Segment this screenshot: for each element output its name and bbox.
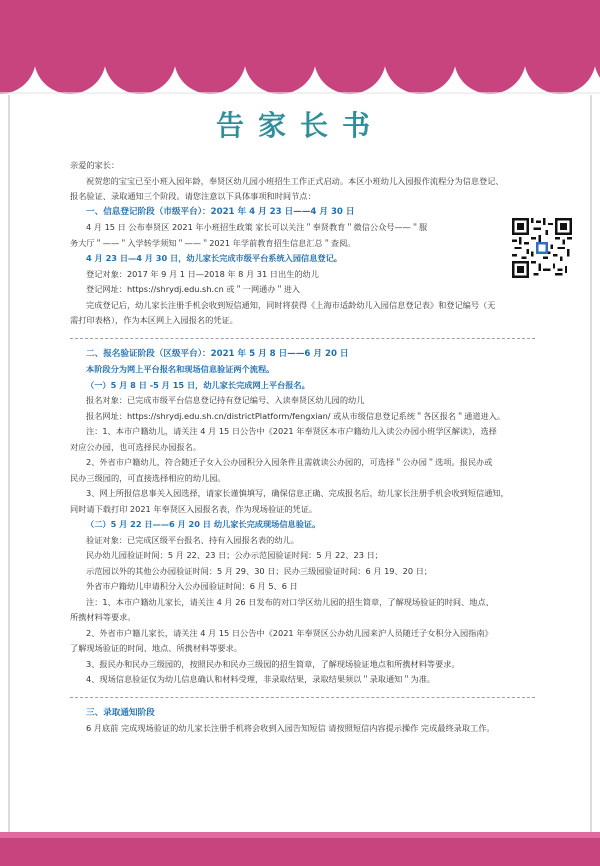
section-2-heading: 二、报名验证阶段（区级平台）：2021 年 5 月 8 日——6 月 20 日 xyxy=(86,348,349,359)
section-divider xyxy=(70,338,535,339)
section-2-line: 3、报民办和民办三级园的，按照民办和民办三级园的招生简章，了解现场验证地点和所携材料等要求。 xyxy=(86,658,460,669)
section-1-highlight: 4 月 23 日—4 月 30 日，幼儿家长完成市级平台系统入园信息登记。 xyxy=(86,253,342,263)
section-2-line: 外省市户籍幼儿申请积分入公办园验证时间：6 月 5、6 日 xyxy=(86,581,298,591)
section-2-line: 民办幼儿园验证时间：5 月 22、23 日；公办示范园验证时间：5 月 22、23 日； xyxy=(86,550,383,560)
section-2-line: 同时请下载打印 2021 年奉贤区入园报名表，作为现场验证的凭证。 xyxy=(70,503,318,514)
section-1-heading: 一、信息登记阶段（市级平台）：2021 年 4 月 23 日——4 月 30 日 xyxy=(86,206,355,217)
section-1-line: 登记对象：2017 年 9 月 1 日—2018 年 8 月 31 日出生的幼儿 xyxy=(86,268,319,279)
section-2-line: 民办三级园的，可直接选择相应的幼儿园。 xyxy=(70,472,226,483)
section-2-part-1-heading: （一）5 月 8 日 -5 月 15 日，幼儿家长完成网上平台报名。 xyxy=(86,379,310,390)
section-2-line: 了解现场验证的时间、地点、所携材料等要求。 xyxy=(70,643,242,653)
section-1-line: 务大厅＂——＂入学转学须知＂——＂2021 年学前教育招生信息汇总＂查阅。 xyxy=(70,237,356,248)
top-scalloped-banner xyxy=(0,0,600,100)
section-2-line: 注：1、本市户籍幼儿，请关注 4 月 15 日公告中《2021 年奉贤区本市户籍幼儿入读公办园小班学区解读》，选择 xyxy=(86,426,497,436)
section-2-line: 所携材料等要求。 xyxy=(70,612,136,622)
section-2-line: 4、现场信息验证仅为幼儿信息确认和材料受理，非录取结果，录取结果须以＂录取通知＂为准。 xyxy=(86,674,436,684)
intro-line: 报名验证、录取通知三个阶段。请您注意以下具体事项和时间节点： xyxy=(70,191,316,201)
section-2-line: 注：1、本市户籍幼儿家长，请关注 4 月 26 日发布的对口学区幼儿园的招生简章，了解现场验证的时间、地点、 xyxy=(86,596,494,607)
section-3-heading: 三、录取通知阶段 xyxy=(86,707,155,718)
bottom-banner xyxy=(0,832,600,866)
section-2-subheading: 本阶段分为网上平台报名和现场信息验证两个流程。 xyxy=(86,364,275,374)
section-1-line: 完成登记后，幼儿家长注册手机会收到短信通知，同时将获得《上海市适龄幼儿入园信息登记表》和登记编号（无 xyxy=(86,299,496,310)
section-1-line: 4 月 15 日 公布奉贤区 2021 年小班招生政策 家长可以关注＂奉贤教育＂微信公众号——＂服 xyxy=(86,222,428,232)
section-2-line: 2、外省市户籍幼儿，符合随迁子女入公办园积分入园条件且需就读公办园的，可选择＂公办园＂选项。报民办或 xyxy=(86,457,493,467)
greeting: 亲爱的家长： xyxy=(70,160,120,170)
section-2-line: 对应公办园，也可选择民办园报名。 xyxy=(70,441,202,452)
section-2-line: 报名网址：https://shrydj.edu.sh.cn/districtPlatform/fengxian/ 或从市级信息登记系统＂各区报名＂通道进入。 xyxy=(86,410,506,421)
section-2-line: 报名对象：已完成市级平台信息登记持有登记编号、入读奉贤区幼儿园的幼儿 xyxy=(86,395,365,405)
section-2-line: 验证对象：已完成区级平台报名、持有入园报名表的幼儿。 xyxy=(86,534,299,545)
letter-body xyxy=(70,158,535,737)
section-2-line: 2、外省市户籍儿家长，请关注 4 月 15 日公告中《2021 年奉贤区公办幼儿园来沪人员随迁子女积分入园指南》 xyxy=(86,627,493,638)
section-2-part-2-heading: （二）5 月 22 日——6 月 20 日 幼儿家长完成现场信息验证。 xyxy=(86,519,321,529)
section-3-line: 6 月底前 完成现场验证的幼儿家长注册手机将会收到入园告知短信 请按照短信内容提示操作 完成最终录取工作。 xyxy=(86,723,495,733)
left-border-line xyxy=(8,95,10,832)
section-2-line: 示范园以外的其他公办园验证时间：5 月 29、30 日；民办三级园验证时间：6 月 19、20 日； xyxy=(86,565,433,576)
intro-line: 祝贺您的宝宝已至小班入园年龄，奉贤区幼儿园小班招生工作正式启动。本区小班幼儿入园报作流程分为信息登记、 xyxy=(86,175,504,186)
section-1-line: 需打印表格），作为本区网上入园报名的凭证。 xyxy=(70,315,238,325)
section-divider xyxy=(70,697,535,698)
page-title: 告家长书 xyxy=(215,109,384,142)
section-1-line: 登记网址：https://shrydj.edu.sh.cn 或＂一网通办＂进入 xyxy=(86,284,301,294)
right-border-line xyxy=(590,95,592,832)
section-2-line: 3、网上所报信息事关入园选择，请家长谨慎填写，确保信息正确、完成报名后，幼儿家长注册手机会收到短信通知， xyxy=(86,488,509,498)
